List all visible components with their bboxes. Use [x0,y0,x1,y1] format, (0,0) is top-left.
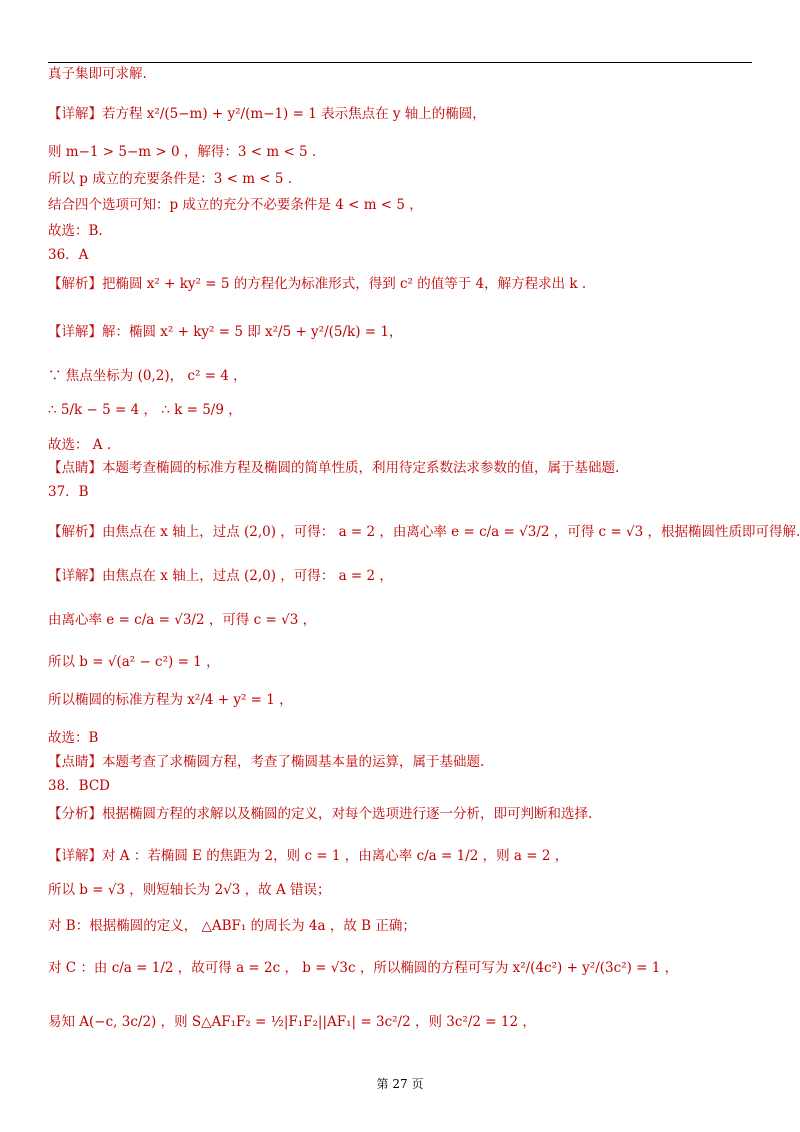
answer-number: 37．B [48,484,89,500]
text-line: 故选：B [48,730,99,746]
text-line: 【解析】由焦点在 x 轴上，过点 (2,0) ，可得： a = 2 ，由离心率 e = c/a = √3/2 ，可得 c = √3 ，根据椭圆性质即可得解. [48,524,800,540]
text-line: 所以 b = √(a² − c²) = 1 ， [48,654,220,670]
text-line: 故选： A . [48,437,112,453]
text-line: 所以 p 成立的充要条件是：3 < m < 5 . [48,171,293,187]
answer-number: 38．BCD [48,778,111,794]
text-line: 所以椭圆的标准方程为 x²/4 + y² = 1 ， [48,692,293,708]
text-line: 【点睛】本题考查了求椭圆方程，考查了椭圆基本量的运算，属于基础题. [48,754,485,770]
text-line: 真子集即可求解. [48,66,147,82]
page-number: 第 27 页 [376,1077,424,1091]
text-line: 【详解】若方程 x²/(5−m) + y²/(m−1) = 1 表示焦点在 y 轴上的椭圆， [48,106,486,122]
text-line: ∴ 5/k − 5 = 4 ， ∴ k = 5/9 ， [48,402,242,418]
text-line: 【解析】把椭圆 x² + ky² = 5 的方程化为标准形式，得到 c² 的值等于 4，解方程求出 k . [48,276,587,292]
text-line: 结合四个选项可知：p 成立的充分不必要条件是 4 < m < 5 ， [48,197,423,213]
text-line: 故选：B. [48,223,103,239]
answer-number: 36．A [48,247,89,263]
text-line: 【详解】解：椭圆 x² + ky² = 5 即 x²/5 + y²/(5/k) = 1， [48,324,403,340]
text-line: 对 C ：由 c/a = 1/2 ，故可得 a = 2c ， b = √3c ，所以椭圆的方程可写为 x²/(4c²) + y²/(3c²) = 1 ， [48,960,679,976]
header-rule [48,62,752,63]
text-line: 【详解】对 A ：若椭圆 E 的焦距为 2，则 c = 1 ，由离心率 c/a = 1/2 ，则 a = 2 ， [48,848,569,864]
text-line: 【分析】根据椭圆方程的求解以及椭圆的定义，对每个选项进行逐一分析，即可判断和选择. [48,806,593,822]
text-line: ∵ 焦点坐标为 (0,2)， c² = 4 ， [48,368,247,384]
text-line: 对 B：根据椭圆的定义， △ABF₁ 的周长为 4a ，故 B 正确； [48,918,416,934]
text-line: 【详解】由焦点在 x 轴上，过点 (2,0) ，可得： a = 2 ， [48,568,393,584]
text-line: 易知 A(−c, 3c/2) ，则 S△AF₁F₂ = ½|F₁F₂||AF₁| = 3c²/2 ，则 3c²/2 = 12 ， [48,1014,536,1030]
text-line: 由离心率 e = c/a = √3/2 ，可得 c = √3 ， [48,612,317,628]
text-line: 则 m−1 > 5−m > 0 ，解得：3 < m < 5 . [48,144,317,160]
text-line: 【点睛】本题考查椭圆的标准方程及椭圆的简单性质，利用待定系数法求参数的值，属于基础题. [48,460,620,476]
text-line: 所以 b = √3 ，则短轴长为 2√3 ，故 A 错误； [48,882,331,898]
